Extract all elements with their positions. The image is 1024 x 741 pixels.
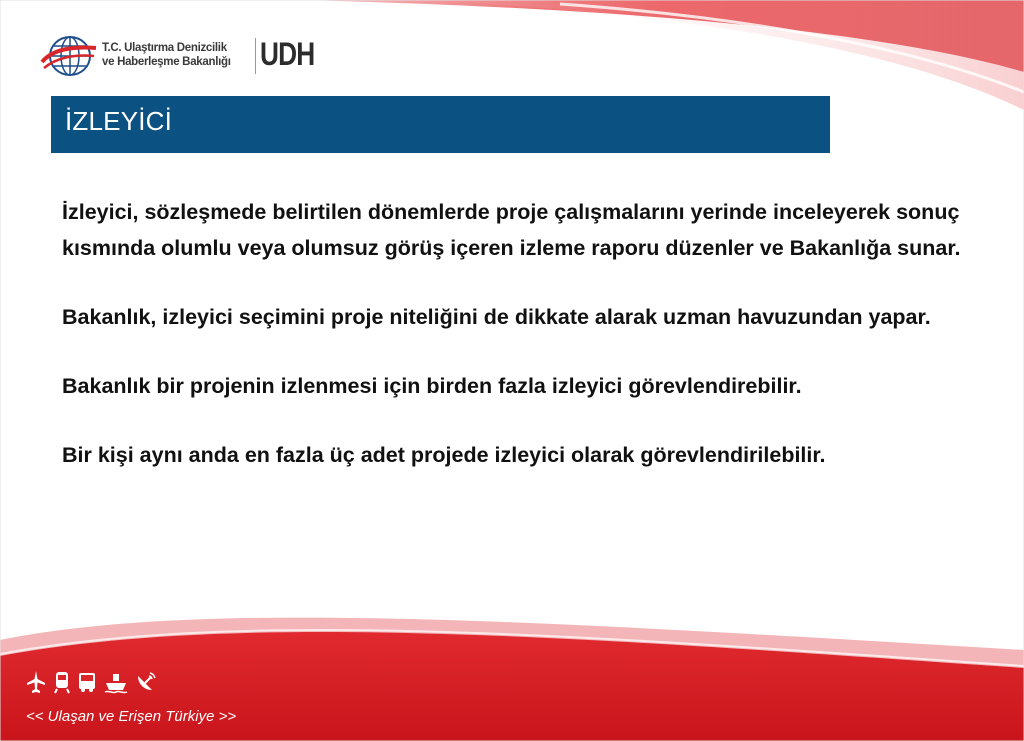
logo-line-1: T.C. Ulaştırma Denizcilik (102, 42, 227, 54)
logo-line-2: ve Haberleşme Bakanlığı (102, 56, 231, 68)
footer-icons (26, 670, 166, 700)
logo-separator (255, 38, 256, 74)
globe-logo-icon (40, 32, 98, 80)
ship-icon (104, 670, 128, 694)
paragraph-2: Bakanlık, izleyici seçimini proje niteliğini de dikkate alarak uzman havuzundan yapar. (62, 305, 931, 329)
content-body (62, 194, 962, 506)
train-icon (54, 670, 70, 694)
paragraph-1: İzleyici, sözleşmede belirtilen dönemlerde proje çalışmalarını yerinde inceleyerek sonuç kısmında olumlu veya olumsuz görüş içeren izleme raporu düzenler ve Bakanlığa sunar. (62, 200, 961, 260)
satellite-dish-icon (134, 670, 158, 694)
title-bar (51, 96, 830, 153)
bus-icon (78, 670, 96, 694)
logo-abbreviation: UDH (260, 36, 315, 72)
slide-title: İZLEYİCİ (65, 106, 173, 136)
paragraph-4: Bir kişi aynı anda en fazla üç adet projede izleyici olarak görevlendirilebilir. (62, 443, 826, 467)
paragraph-3: Bakanlık bir projenin izlenmesi için birden fazla izleyici görevlendirebilir. (62, 374, 802, 398)
logo-text (102, 41, 252, 69)
airplane-icon (26, 670, 46, 694)
footer-slogan: << Ulaşan ve Erişen Türkiye >> (26, 708, 237, 725)
ministry-logo (40, 32, 320, 80)
